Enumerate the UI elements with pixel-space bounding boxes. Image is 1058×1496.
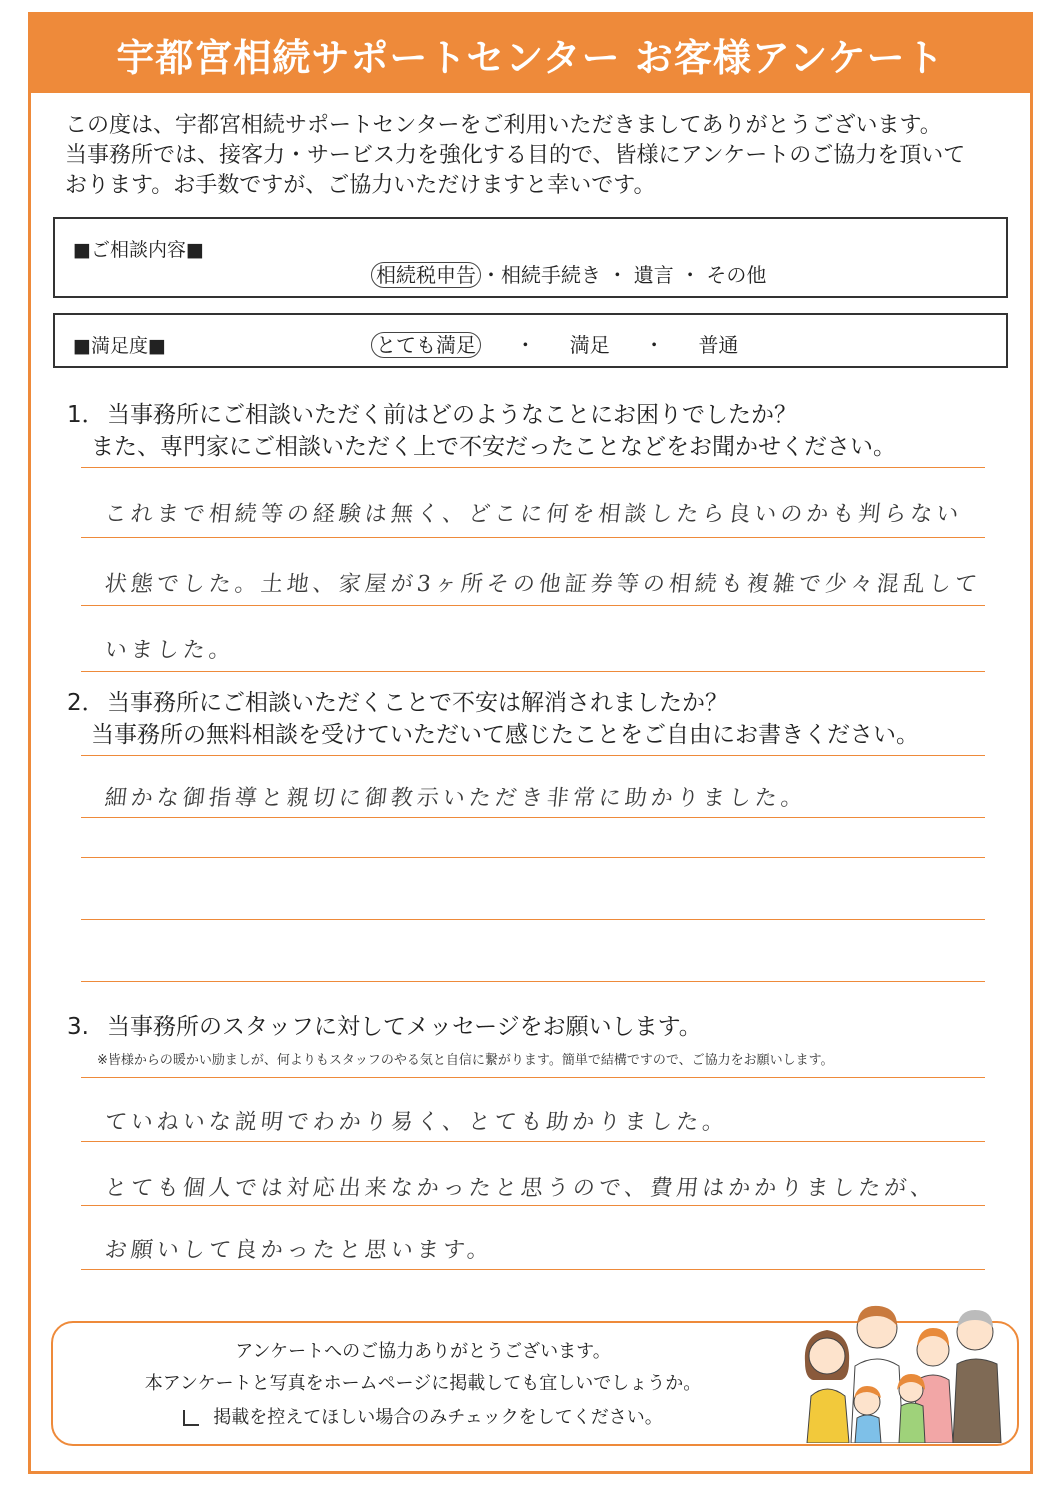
question-3 bbox=[67, 1011, 702, 1043]
header-banner bbox=[31, 15, 1030, 93]
satisfaction-option-satisfied[interactable]: 満足 bbox=[569, 333, 610, 357]
satisfaction-separator: ・ bbox=[644, 333, 665, 357]
question-1-line-1: 当事務所にご相談いただく前はどのようなことにお困りでしたか？ bbox=[107, 402, 797, 428]
answer-rule bbox=[81, 671, 985, 672]
answer-rule bbox=[81, 467, 985, 468]
person-grandpa-icon bbox=[953, 1310, 1001, 1443]
intro-line-1: この度は、宇都宮相続サポートセンターをご利用いただきましてありがとうございます。 bbox=[65, 113, 942, 138]
footer-box bbox=[51, 1321, 1019, 1446]
consultation-option-others[interactable]: ・相続手続き ・ 遺言 ・ その他 bbox=[481, 263, 767, 287]
footer-checkbox-label: 掲載を控えてほしい場合のみチェックをしてください。 bbox=[213, 1407, 663, 1428]
consultation-label: ■ご相談内容■ bbox=[73, 239, 204, 261]
answer-3-line-1: ていねいな説明でわかり易く、とても助かりました。 bbox=[103, 1110, 730, 1135]
consultation-option-selected[interactable]: 相続税申告 bbox=[371, 262, 481, 288]
person-girl-icon bbox=[897, 1374, 925, 1443]
question-3-line-1: 当事務所のスタッフに対してメッセージをお願いします。 bbox=[107, 1014, 702, 1040]
answer-rule bbox=[81, 919, 985, 920]
question-3-note: ※皆様からの暖かい励ましが、何よりもスタッフのやる気と自信に繋がります。簡単で結構ですので、ご協力をお願いします。 bbox=[97, 1053, 834, 1068]
footer-line-2: 本アンケートと写真をホームページに掲載しても宜しいでしょうか。 bbox=[144, 1373, 702, 1394]
answer-rule bbox=[81, 817, 985, 818]
satisfaction-separator: ・ bbox=[515, 333, 536, 357]
satisfaction-options bbox=[371, 329, 738, 358]
answer-rule bbox=[81, 981, 985, 982]
answer-rule bbox=[81, 857, 985, 858]
question-1 bbox=[67, 399, 896, 463]
answer-1-line-1: これまで相続等の経験は無く、どこに何を相談したら良いのかも判らない bbox=[103, 502, 964, 527]
satisfaction-option-very-satisfied[interactable]: とても満足 bbox=[371, 332, 481, 358]
answer-2-line-1: 細かな御指導と親切に御教示いただき非常に助かりました。 bbox=[103, 786, 809, 811]
question-2-line-2: 当事務所の無料相談を受けていただいて感じたことをご自由にお書きください。 bbox=[91, 722, 919, 748]
family-illustration-icon bbox=[793, 1298, 1003, 1443]
question-2-line-1: 当事務所にご相談いただくことで不安は解消されましたか？ bbox=[107, 690, 728, 716]
survey-sheet bbox=[28, 12, 1033, 1474]
intro-text bbox=[65, 111, 1005, 201]
answer-rule bbox=[81, 1141, 985, 1142]
footer-line-1: アンケートへのご協力ありがとうございます。 bbox=[235, 1341, 611, 1362]
answer-rule bbox=[81, 1077, 985, 1078]
answer-rule bbox=[81, 537, 985, 538]
person-woman-icon bbox=[805, 1330, 849, 1443]
question-1-line-2: また、専門家にご相談いただく上で不安だったことなどをお聞かせください。 bbox=[91, 434, 896, 460]
satisfaction-box bbox=[53, 313, 1008, 368]
answer-3-line-2: とても個人では対応出来なかったと思うので、費用はかかりましたが、 bbox=[103, 1176, 938, 1201]
consultation-box bbox=[53, 217, 1008, 298]
satisfaction-option-normal[interactable]: 普通 bbox=[698, 333, 739, 357]
question-2 bbox=[67, 687, 919, 751]
intro-line-2: 当事務所では、接客力・サービス力を強化する目的で、皆様にアンケートのご協力を頂いて bbox=[65, 143, 966, 168]
answer-1-line-3: いました。 bbox=[103, 638, 237, 663]
page-title: 宇都宮相続サポートセンター お客様アンケート bbox=[116, 35, 945, 80]
question-1-number: 1． bbox=[67, 402, 105, 428]
question-2-number: 2． bbox=[67, 690, 105, 716]
answer-rule bbox=[81, 605, 985, 606]
satisfaction-label: ■満足度■ bbox=[73, 335, 166, 357]
answer-rule bbox=[81, 1269, 985, 1270]
publish-optout-checkbox[interactable] bbox=[183, 1410, 199, 1426]
answer-rule bbox=[81, 1205, 985, 1206]
answer-rule bbox=[81, 755, 985, 756]
answer-1-line-2: 状態でした。土地、家屋が3ヶ所その他証券等の相続も複雑で少々混乱して bbox=[103, 572, 983, 597]
intro-line-3: おります。お手数ですが、ご協力いただけますと幸いです。 bbox=[65, 173, 656, 198]
answer-3-line-3: お願いして良かったと思います。 bbox=[103, 1238, 495, 1263]
consultation-options bbox=[371, 259, 766, 288]
footer-checkbox-row bbox=[53, 1403, 793, 1429]
question-3-number: 3. bbox=[67, 1014, 89, 1040]
